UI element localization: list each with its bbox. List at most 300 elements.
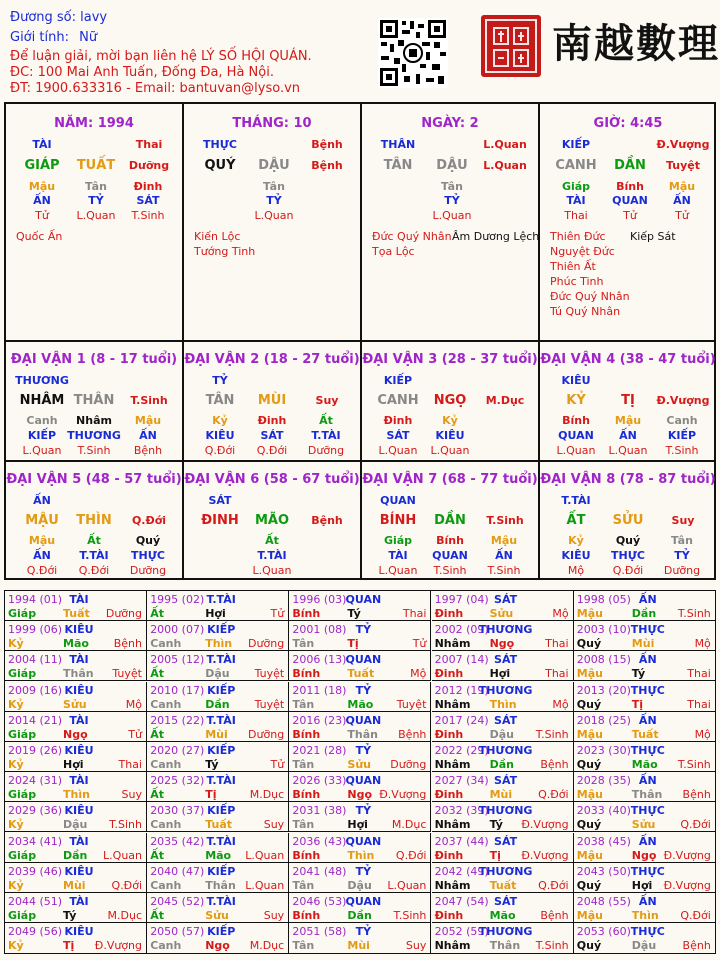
year-state: Đ.Vượng	[379, 788, 427, 802]
hidden-state: T.Sinh	[487, 564, 521, 577]
dai-van-cell-2	[184, 342, 362, 460]
pillar-chi: DẦN	[614, 158, 646, 173]
year-label: 2031 (38)	[292, 804, 347, 818]
year-can: Bính	[292, 788, 321, 802]
pillar-top-state: Bệnh	[311, 138, 343, 151]
year-god: KIÊU	[64, 683, 94, 697]
year-can: Bính	[292, 848, 321, 862]
year-state: Tử	[270, 607, 285, 620]
seal-logo-icon	[480, 14, 542, 78]
hidden-state: Dưỡng	[307, 444, 345, 457]
year-state: L.Quan	[103, 848, 142, 862]
year-can: Quý	[576, 697, 602, 711]
year-state: T.Sinh	[677, 607, 711, 620]
year-chi: Thân	[205, 878, 236, 892]
dai-van-chi: MÃO	[254, 513, 290, 528]
year-state: Mộ	[694, 727, 711, 741]
star-label: Tú Quý Nhân	[550, 305, 621, 318]
hidden-stem: Tân	[263, 180, 285, 193]
year-can: Mậu	[576, 667, 603, 681]
hidden-god: KIÊU	[435, 429, 465, 442]
year-cell[interactable]	[574, 863, 715, 893]
year-chi: Hợi	[205, 607, 226, 620]
year-cell[interactable]	[432, 923, 574, 953]
year-state: Đ.Vượng	[521, 818, 569, 832]
year-label: 2035 (42)	[150, 834, 205, 848]
year-chi: Dậu	[63, 818, 88, 832]
year-state: Suy	[405, 939, 427, 953]
year-god: SÁT	[494, 593, 518, 606]
year-state: Bệnh	[540, 909, 569, 922]
year-cell[interactable]	[574, 621, 715, 651]
year-label: 2034 (41)	[8, 834, 63, 848]
year-cell[interactable]	[147, 712, 289, 742]
year-label: 2025 (32)	[150, 774, 205, 788]
year-label: 2021 (28)	[292, 744, 347, 757]
year-state: Mộ	[410, 667, 427, 681]
dai-van-title: ĐẠI VẬN 1 (8 - 17 tuổi)	[10, 352, 178, 367]
hidden-state: L.Quan	[430, 444, 470, 457]
year-cell[interactable]	[432, 863, 574, 893]
year-label: 2004 (11)	[8, 653, 63, 667]
dai-van-cell-3	[362, 342, 540, 460]
year-can: Đinh	[434, 788, 464, 802]
year-god: TÀI	[69, 713, 89, 727]
year-chi: Dần	[489, 758, 514, 771]
dai-van-chi: THÂN	[73, 393, 115, 408]
year-cell[interactable]	[574, 923, 715, 953]
hidden-stem: Giáp	[561, 180, 591, 193]
dai-van-state: Suy	[671, 514, 695, 527]
year-cell[interactable]	[432, 833, 574, 863]
year-cell[interactable]	[147, 651, 289, 681]
star-label: Tọa Lộc	[372, 245, 415, 258]
year-can: Đinh	[434, 727, 464, 741]
gender-label: Giới tính:	[10, 30, 69, 45]
year-god: T.TÀI	[206, 895, 236, 908]
year-state: M.Dục	[107, 909, 142, 922]
hidden-stem: Ất	[265, 534, 279, 547]
hidden-god: QUAN	[612, 194, 648, 207]
pillar-top-god: KIẾP	[561, 138, 591, 151]
year-label: 2028 (35)	[576, 774, 631, 788]
year-can: Tân	[292, 697, 315, 711]
year-state: T.Sinh	[393, 909, 427, 922]
year-cell[interactable]	[289, 742, 431, 772]
year-can: Kỷ	[8, 697, 24, 711]
dai-van-title: ĐẠI VẬN 5 (48 - 57 tuổi)	[6, 472, 182, 487]
year-cell[interactable]	[289, 621, 431, 651]
star-label: Kiến Lộc	[194, 230, 241, 243]
year-cell[interactable]	[574, 772, 715, 802]
year-can: Mậu	[576, 848, 603, 862]
year-god: SÁT	[494, 774, 518, 788]
dai-van-god: T.TÀI	[561, 494, 591, 507]
year-label: 2017 (24)	[434, 713, 489, 727]
year-god: TỶ	[355, 744, 372, 757]
year-label: 2027 (34)	[434, 774, 489, 788]
year-state: L.Quan	[387, 878, 427, 892]
year-cell[interactable]	[432, 742, 574, 772]
hidden-god: TÀI	[388, 549, 408, 562]
year-cell[interactable]	[147, 923, 289, 953]
header	[0, 0, 720, 100]
year-cell[interactable]	[432, 893, 574, 923]
year-cell[interactable]	[289, 833, 431, 863]
year-cell[interactable]	[289, 893, 431, 923]
dai-van-chi: MÙI	[257, 393, 287, 408]
year-state: L.Quan	[245, 878, 285, 892]
dai-van-chi: TỊ	[621, 393, 635, 408]
year-cell[interactable]	[574, 742, 715, 772]
hidden-stem: Canh	[666, 414, 698, 427]
year-label: 2036 (43)	[292, 834, 347, 848]
year-chi: Mão	[205, 848, 232, 862]
year-chi: Mão	[489, 909, 516, 922]
year-label: 2040 (47)	[150, 864, 205, 878]
year-god: QUAN	[345, 653, 382, 667]
hidden-god: ẤN	[619, 429, 637, 442]
star-label: Âm Dương Lệch	[452, 230, 540, 243]
hidden-stem: Mậu	[490, 534, 518, 547]
year-cell[interactable]	[574, 802, 715, 832]
year-cell[interactable]	[432, 682, 574, 712]
year-state: Mộ	[694, 637, 711, 651]
year-can: Quý	[576, 878, 602, 892]
year-can: Ất	[150, 909, 164, 922]
year-god: ẤN	[638, 593, 657, 606]
year-can: Kỷ	[8, 637, 24, 651]
pillar-0	[6, 104, 184, 340]
year-god: TỶ	[355, 925, 372, 939]
year-state: Tử	[270, 758, 285, 771]
hidden-state: L.Quan	[252, 564, 292, 577]
year-cell[interactable]	[147, 833, 289, 863]
year-label: 1996 (03)	[292, 593, 347, 606]
year-can: Đinh	[434, 667, 464, 681]
dai-van-chi: THÌN	[76, 513, 112, 528]
year-cell[interactable]	[5, 682, 147, 712]
year-god: QUAN	[345, 834, 382, 848]
year-cell[interactable]	[289, 772, 431, 802]
hidden-state: Dưỡng	[663, 564, 701, 577]
year-cell[interactable]	[147, 621, 289, 651]
address-line: ĐC: 100 Mai Anh Tuấn, Đống Đa, Hà Nội.	[10, 65, 274, 80]
hidden-god: TÀI	[566, 194, 586, 207]
year-label: 2016 (23)	[292, 713, 347, 727]
year-state: Q.Đới	[680, 909, 711, 922]
year-chi: Tuất	[631, 727, 659, 741]
hidden-stem: Giáp	[383, 534, 413, 547]
year-cell[interactable]	[432, 651, 574, 681]
dai-van-can: ẤT	[566, 513, 586, 528]
hidden-stem: Quý	[615, 534, 641, 547]
year-cell[interactable]	[289, 651, 431, 681]
hidden-state: L.Quan	[378, 564, 418, 577]
year-chi: Ngọ	[63, 727, 88, 741]
year-chi: Ngọ	[489, 637, 515, 651]
year-cell[interactable]	[5, 923, 147, 953]
year-label: 2044 (51)	[8, 895, 63, 908]
hidden-state: T.Sinh	[77, 444, 111, 457]
hidden-god: TỶ	[266, 194, 282, 207]
year-cell[interactable]	[5, 591, 147, 621]
year-chi: Sửu	[347, 758, 371, 771]
year-state: Dưỡng	[248, 727, 285, 741]
year-can: Quý	[576, 939, 602, 953]
year-chi: Tuất	[489, 878, 517, 892]
year-cell[interactable]	[147, 802, 289, 832]
year-god: QUAN	[345, 895, 382, 908]
hidden-state: Q.Đới	[78, 564, 110, 577]
year-can: Kỷ	[8, 939, 24, 953]
year-can: Ất	[150, 848, 164, 862]
year-god: TÀI	[69, 653, 89, 667]
annual-cycles-table	[4, 590, 716, 954]
pillar-top-god: THỰC	[203, 138, 237, 151]
hidden-stem: Đinh	[133, 180, 163, 193]
year-god: KIÊU	[64, 623, 94, 637]
hidden-state: T.Sinh	[433, 564, 467, 577]
year-god: T.TÀI	[206, 653, 236, 667]
year-chi: Tý	[489, 818, 503, 832]
dai-van-state: Đ.Vượng	[656, 394, 710, 407]
gender-value: Nữ	[79, 30, 98, 45]
hidden-stem: Mậu	[28, 180, 56, 193]
year-can: Nhâm	[434, 758, 471, 771]
year-chi: Mùi	[631, 637, 655, 651]
year-chi: Hợi	[489, 667, 511, 681]
year-god: SÁT	[494, 895, 518, 908]
year-cell[interactable]	[5, 742, 147, 772]
year-label: 2047 (54)	[434, 895, 489, 908]
pillar-chi: TUẤT	[76, 158, 116, 173]
year-label: 1998 (05)	[576, 593, 631, 606]
dai-van-cell-1	[6, 342, 184, 460]
year-label: 2024 (31)	[8, 774, 63, 788]
year-god: ẤN	[638, 834, 657, 848]
year-can: Mậu	[576, 607, 603, 620]
year-chi: Sửu	[489, 607, 514, 620]
year-cell[interactable]	[5, 621, 147, 651]
year-label: 2052 (59)	[434, 925, 489, 939]
year-state: Thai	[545, 637, 569, 651]
year-cell[interactable]	[147, 772, 289, 802]
qr-code-icon[interactable]	[378, 18, 448, 88]
year-cell[interactable]	[574, 682, 715, 712]
year-cell[interactable]	[147, 682, 289, 712]
year-state: Tuyệt	[112, 667, 142, 681]
year-label: 2037 (44)	[434, 834, 489, 848]
hidden-god: TỶ	[444, 194, 460, 207]
hidden-stem: Mậu	[134, 414, 162, 427]
year-state: Mộ	[552, 697, 569, 711]
year-cell[interactable]	[5, 772, 147, 802]
year-god: THƯƠNG	[478, 744, 533, 757]
year-chi: Tý	[631, 667, 646, 681]
year-state: Đ.Vượng	[663, 878, 711, 892]
hidden-god: THỰC	[611, 549, 645, 562]
hidden-state: Q.Đới	[26, 564, 58, 577]
year-can: Canh	[150, 818, 182, 832]
year-label: 2009 (16)	[8, 683, 63, 697]
year-cell[interactable]	[289, 591, 431, 621]
dai-van-cell-8	[540, 460, 716, 578]
year-state: Thai	[687, 697, 711, 711]
year-label: 2019 (26)	[8, 744, 63, 757]
year-god: KIÊU	[64, 744, 94, 757]
year-chi: Mùi	[347, 939, 370, 953]
year-state: T.Sinh	[109, 818, 142, 832]
year-label: 2011 (18)	[292, 683, 347, 697]
pillar-top-god: THÂN	[380, 138, 416, 151]
year-cell[interactable]	[289, 682, 431, 712]
year-god: TÀI	[69, 593, 89, 606]
pillar-state: Dưỡng	[128, 159, 170, 172]
year-label: 2008 (15)	[576, 653, 631, 667]
pillar-chi: DẬU	[436, 158, 468, 173]
year-state: Tuyệt	[254, 697, 285, 711]
year-state: Bệnh	[540, 758, 569, 771]
year-can: Nhâm	[434, 637, 471, 651]
pillar-can: CANH	[555, 158, 597, 173]
year-god: THỰC	[630, 683, 665, 697]
year-can: Canh	[150, 878, 182, 892]
star-label: Thiên Đức	[550, 230, 606, 243]
hidden-god: KIÊU	[205, 429, 235, 442]
year-god: ẤN	[638, 653, 657, 667]
year-label: 2013 (20)	[576, 683, 631, 697]
year-state: Bệnh	[682, 788, 711, 802]
hidden-stem: Kỷ	[212, 414, 228, 427]
year-chi: Thìn	[205, 637, 233, 651]
star-label: Quốc Ấn	[16, 230, 63, 243]
year-can: Ất	[150, 607, 164, 620]
dai-van-title: ĐẠI VẬN 6 (58 - 67 tuổi)	[184, 472, 360, 487]
year-chi: Tý	[205, 758, 219, 771]
year-god: THƯƠNG	[478, 623, 533, 637]
hidden-god: T.TÀI	[79, 549, 109, 562]
year-god: TỶ	[355, 804, 372, 818]
year-state: Thai	[545, 667, 569, 681]
year-chi: Tý	[347, 607, 361, 620]
year-state: Tử	[128, 727, 142, 741]
year-chi: Mùi	[205, 727, 228, 741]
year-cell[interactable]	[289, 712, 431, 742]
hidden-god: KIÊU	[561, 549, 591, 562]
year-can: Mậu	[576, 788, 603, 802]
year-cell[interactable]	[5, 712, 147, 742]
year-label: 2045 (52)	[150, 895, 205, 908]
pillar-state: L.Quan	[483, 159, 527, 172]
year-cell[interactable]	[147, 893, 289, 923]
year-cell[interactable]	[289, 863, 431, 893]
year-state: Q.Đới	[395, 848, 427, 862]
year-chi: Mão	[347, 697, 374, 711]
dai-van-can: NHÂM	[19, 393, 65, 408]
year-cell[interactable]	[432, 712, 574, 742]
year-cell[interactable]	[5, 893, 147, 923]
pillar-3	[540, 104, 716, 340]
year-label: 2001 (08)	[292, 623, 347, 637]
year-chi: Sửu	[63, 697, 87, 711]
year-cell[interactable]	[574, 893, 715, 923]
year-state: Đ.Vượng	[94, 939, 142, 953]
year-cell[interactable]	[5, 863, 147, 893]
year-cell[interactable]	[147, 591, 289, 621]
hidden-state: L.Quan	[254, 209, 294, 222]
year-god: QUAN	[345, 774, 382, 788]
star-label: Đức Quý Nhân	[372, 230, 452, 243]
year-cell[interactable]	[432, 802, 574, 832]
year-cell[interactable]	[289, 923, 431, 953]
year-chi: Tị	[347, 637, 359, 651]
year-label: 2029 (36)	[8, 804, 63, 818]
year-cell[interactable]	[574, 833, 715, 863]
year-chi: Mão	[631, 758, 658, 771]
year-chi: Dậu	[205, 667, 230, 681]
year-label: 2032 (39)	[434, 804, 489, 818]
hidden-stem: Bính	[562, 414, 590, 427]
hidden-stem: Đinh	[257, 414, 287, 427]
year-can: Tân	[292, 878, 315, 892]
year-god: T.TÀI	[206, 593, 236, 606]
year-label: 2002 (09)	[434, 623, 489, 637]
year-label: 1994 (01)	[8, 593, 63, 606]
year-cell[interactable]	[432, 772, 574, 802]
year-cell[interactable]	[147, 863, 289, 893]
year-cell[interactable]	[574, 591, 715, 621]
year-label: 2042 (49)	[434, 864, 489, 878]
year-label: 2006 (13)	[292, 653, 347, 667]
year-cell[interactable]	[432, 591, 574, 621]
year-label: 2050 (57)	[150, 925, 205, 939]
year-label: 2020 (27)	[150, 744, 205, 757]
hidden-state: T.Sinh	[665, 444, 699, 457]
year-god: THỰC	[630, 744, 665, 757]
year-state: Tử	[412, 637, 427, 651]
hidden-god: SÁT	[260, 429, 284, 442]
hidden-stem: Kỷ	[442, 414, 458, 427]
year-label: 2015 (22)	[150, 713, 205, 727]
year-cell[interactable]	[574, 712, 715, 742]
hidden-stem: Ất	[87, 534, 101, 547]
year-state: Suy	[121, 788, 142, 802]
four-pillars-panel	[4, 102, 716, 342]
year-state: Q.Đới	[538, 878, 569, 892]
dai-van-chi: SỬU	[612, 513, 644, 528]
year-cell[interactable]	[432, 621, 574, 651]
hidden-state: Bệnh	[133, 444, 163, 457]
year-can: Canh	[150, 939, 182, 953]
year-cell[interactable]	[574, 651, 715, 681]
year-cell[interactable]	[289, 802, 431, 832]
hidden-stem: Bính	[616, 180, 644, 193]
pillar-state: Bệnh	[311, 159, 343, 172]
year-god: QUAN	[345, 593, 382, 606]
year-chi: Sửu	[205, 909, 229, 922]
year-cell[interactable]	[5, 833, 147, 863]
year-label: 1997 (04)	[434, 593, 489, 606]
year-cell[interactable]	[147, 742, 289, 772]
year-label: 2012 (19)	[434, 683, 489, 697]
year-can: Quý	[576, 758, 602, 771]
year-label: 2022 (29)	[434, 744, 489, 757]
year-cell[interactable]	[5, 802, 147, 832]
year-cell[interactable]	[5, 651, 147, 681]
year-chi: Ngọ	[631, 848, 657, 862]
year-god: THƯƠNG	[478, 804, 533, 818]
